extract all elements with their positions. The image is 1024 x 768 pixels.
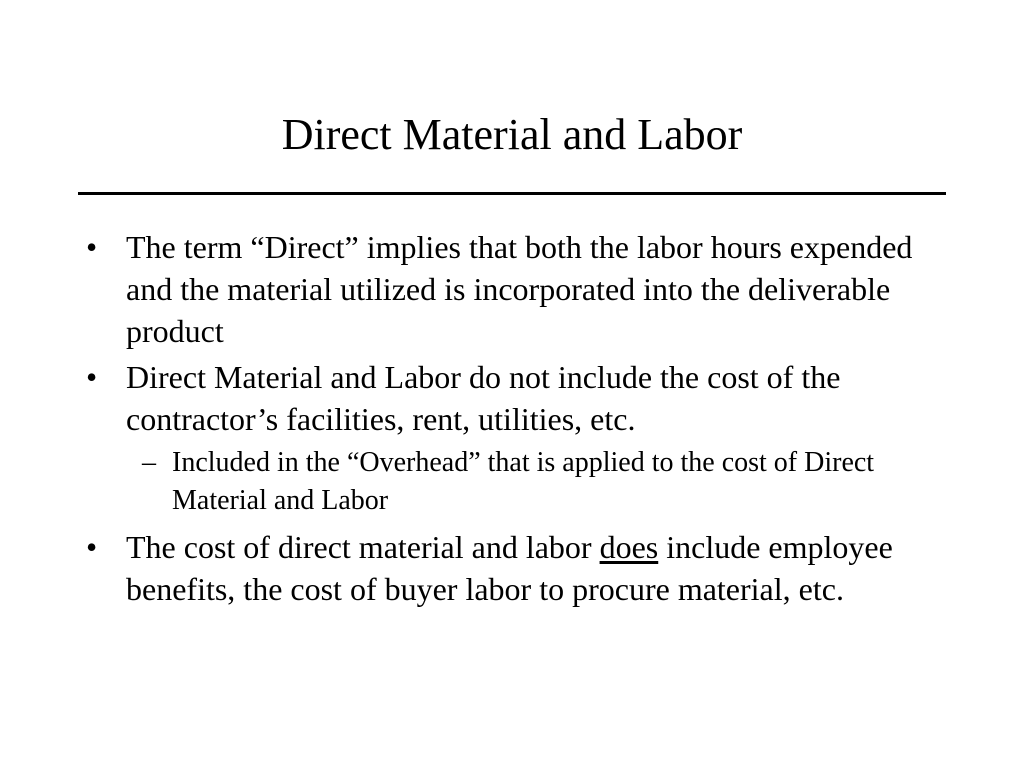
- bullet-marker: •: [86, 229, 98, 265]
- bullet-marker: •: [86, 529, 98, 565]
- slide-title: Direct Material and Labor: [281, 110, 743, 159]
- bullet-text-before: The cost of direct material and labor: [126, 529, 600, 565]
- sub-bullet-item: [86, 444, 966, 520]
- bullet-text: The term “Direct” implies that both the labor hours expended and the material utilized is incorporated into the deliverable product: [126, 229, 913, 349]
- bullet-item: [86, 526, 966, 610]
- bullet-text: Direct Material and Labor do not include the cost of the contractor’s facilities, rent, utilities, etc.: [126, 359, 841, 437]
- emphasis-underlined-word: does: [599, 529, 659, 565]
- bullet-item: [86, 226, 966, 352]
- bullet-marker: •: [86, 359, 98, 395]
- title-divider: [78, 192, 946, 195]
- bullet-text-after: include employee benefits, the cost of buyer labor to procure material, etc.: [126, 529, 893, 607]
- sub-bullet-text: Included in the “Overhead” that is applied to the cost of Direct Material and Labor: [172, 447, 875, 516]
- sub-bullet-marker: –: [142, 447, 156, 478]
- slide-body: [86, 226, 966, 614]
- bullet-item: [86, 356, 966, 440]
